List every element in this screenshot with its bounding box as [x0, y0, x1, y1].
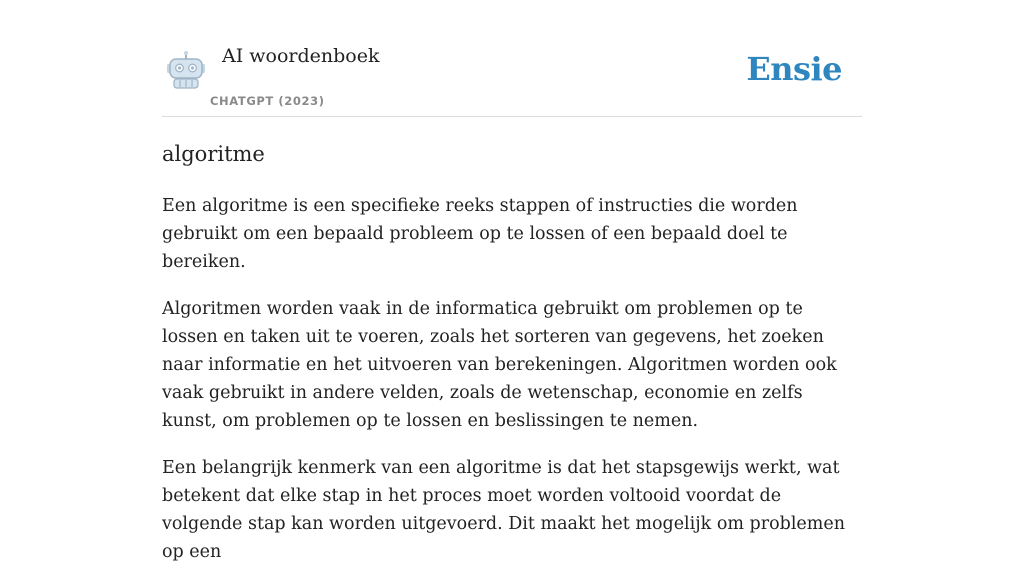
definition-paragraph: Een algoritme is een specifieke reeks stappen of instructies die worden gebruikt om een bepaald probleem op te lossen of een bepaald doel te bereiken.: [162, 196, 798, 272]
definition-paragraph: Een belangrijk kenmerk van een algoritme is dat het stapsgewijs werkt, wat betekent dat elke stap in het proces moet worden voltooid voordat de volgende stap kan worden uitgevoerd. Dit maakt het mogelijk om problemen op een: [162, 458, 846, 562]
brand-logo[interactable]: Ensie: [746, 50, 842, 88]
page-header: [162, 0, 862, 117]
robot-icon: [166, 50, 206, 90]
source-label: CHATGPT (2023): [210, 94, 325, 108]
entry-term: algoritme: [162, 142, 265, 166]
definition-paragraph: Algoritmen worden vaak in de informatica gebruikt om problemen op te lossen en taken uit te voeren, zoals het sorteren van gegevens, het zoeken naar informatie en het uitvoeren van berekeningen. Algoritmen worden ook vaak gebruikt in andere velden, zoals de wetenschap, economie en zelfs kunst, om problemen op te lossen en beslissingen te nemen.: [162, 299, 837, 431]
entry-content: [162, 136, 862, 585]
dictionary-title[interactable]: AI woordenboek: [222, 45, 380, 67]
